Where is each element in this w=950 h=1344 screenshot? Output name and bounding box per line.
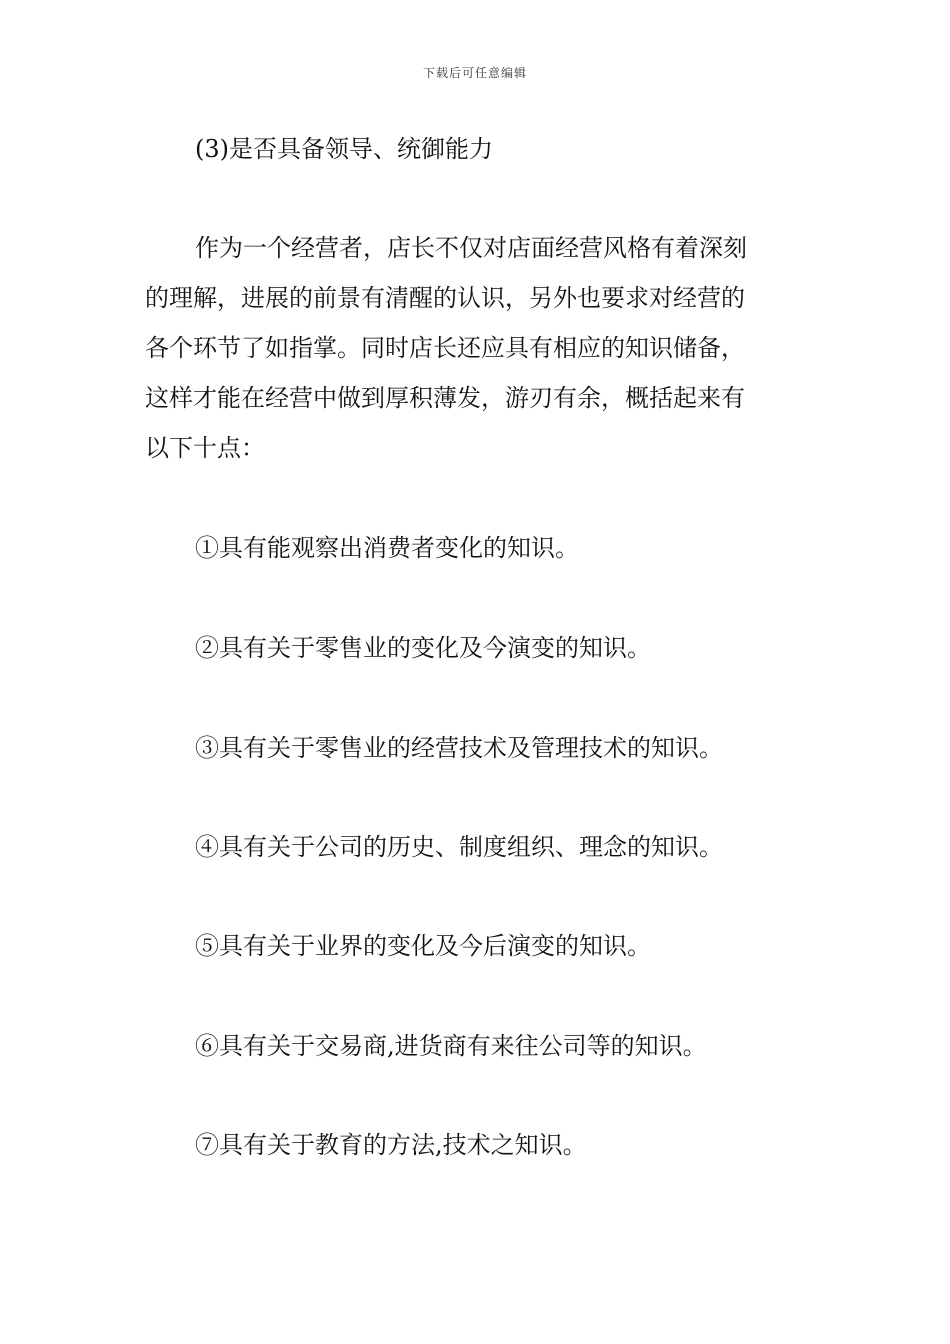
header-note: 下载后可任意编辑 [422, 66, 527, 80]
paragraph-line: 以下十点： [145, 434, 265, 462]
list-item: ⑦具有关于教育的方法,技术之知识。 [195, 1131, 587, 1159]
paragraph-line: 各个环节了如指掌。同时店长还应具有相应的知识储备， [145, 334, 745, 362]
paragraph-line: 这样才能在经营中做到厚积薄发，游刃有余，概括起来有 [145, 384, 745, 412]
list-item: ③具有关于零售业的经营技术及管理技术的知识。 [195, 734, 723, 762]
intro-paragraph [145, 223, 815, 473]
list-item: ⑥具有关于交易商,进货商有来往公司等的知识。 [195, 1032, 707, 1060]
list-item: ④具有关于公司的历史、制度组织、理念的知识。 [195, 833, 723, 861]
list-item: ②具有关于零售业的变化及今演变的知识。 [195, 634, 651, 662]
list-item: ⑤具有关于业界的变化及今后演变的知识。 [195, 932, 651, 960]
list-item: ①具有能观察出消费者变化的知识。 [195, 534, 579, 562]
section-heading: (3)是否具备领导、统御能力 [195, 135, 493, 163]
paragraph-line: 作为一个经营者，店长不仅对店面经营风格有着深刻 [195, 234, 747, 262]
paragraph-line: 的理解，进展的前景有清醒的认识，另外也要求对经营的 [145, 284, 745, 312]
